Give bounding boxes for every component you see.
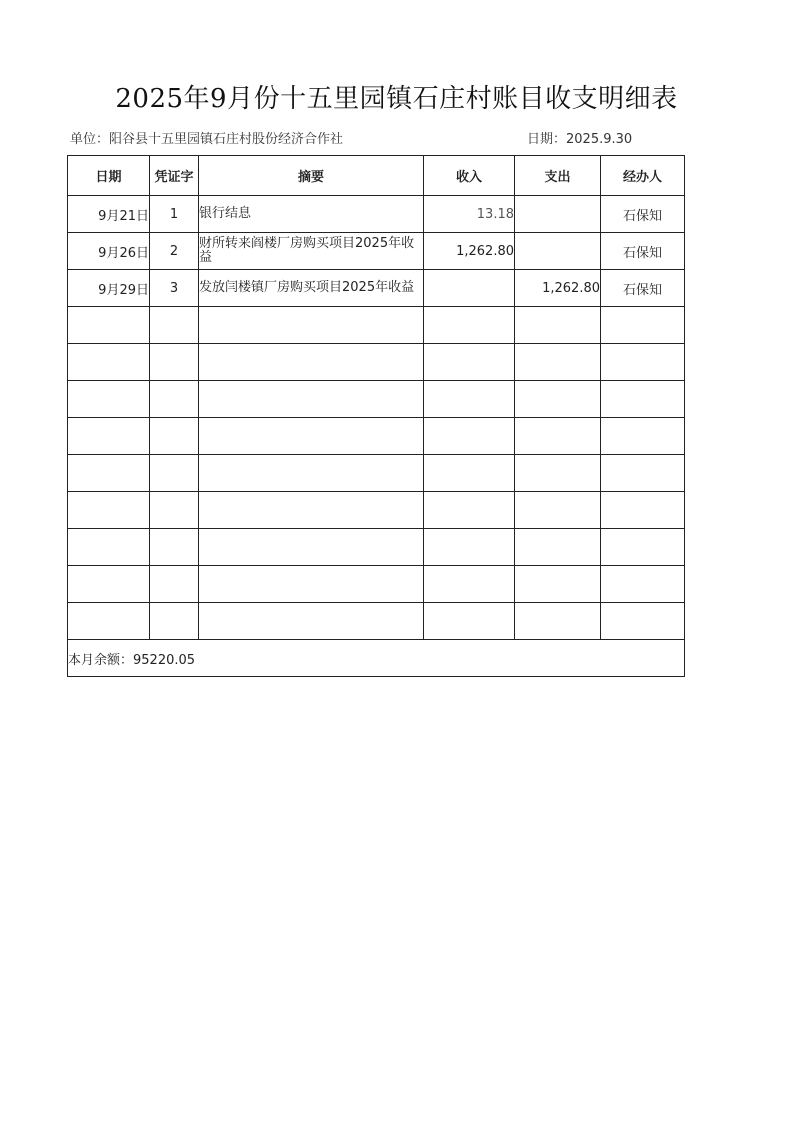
cell-voucher [150,455,199,492]
cell-income [424,344,515,381]
cell-summary: 财所转来阎楼厂房购买项目2025年收益 [199,233,424,270]
cell-expense: 1,262.80 [515,270,601,307]
cell-summary [199,381,424,418]
cell-date: 9月26日 [68,233,150,270]
header-date: 日期 [68,156,150,196]
cell-summary [199,566,424,603]
cell-date [68,529,150,566]
cell-expense [515,307,601,344]
cell-expense [515,344,601,381]
cell-handler [601,566,685,603]
cell-date [68,381,150,418]
table-row [68,307,685,344]
cell-handler: 石保知 [601,270,685,307]
header-summary: 摘要 [199,156,424,196]
cell-summary [199,344,424,381]
cell-voucher [150,603,199,640]
cell-voucher: 1 [150,196,199,233]
cell-expense [515,603,601,640]
cell-voucher [150,381,199,418]
cell-income [424,566,515,603]
page-title: 2025年9月份十五里园镇石庄村账目收支明细表 [115,84,678,114]
cell-expense [515,455,601,492]
table-row [68,381,685,418]
cell-income [424,307,515,344]
cell-expense [515,233,601,270]
cell-income [424,455,515,492]
cell-expense [515,418,601,455]
cell-date [68,455,150,492]
cell-handler [601,492,685,529]
cell-voucher [150,492,199,529]
cell-summary [199,529,424,566]
cell-income [424,492,515,529]
cell-expense [515,529,601,566]
cell-handler [601,455,685,492]
cell-voucher [150,566,199,603]
cell-income [424,270,515,307]
unit-label: 单位：阳谷县十五里园镇石庄村股份经济合作社 [70,132,344,147]
cell-date: 9月21日 [68,196,150,233]
cell-date [68,307,150,344]
table-row [68,344,685,381]
header-handler: 经办人 [601,156,685,196]
cell-income: 13.18 [424,196,515,233]
cell-handler [601,381,685,418]
table-header-row [68,156,685,196]
cell-expense [515,492,601,529]
cell-handler [601,344,685,381]
cell-date [68,603,150,640]
cell-expense [515,196,601,233]
header-voucher: 凭证字 [150,156,199,196]
table-row [68,196,685,233]
cell-handler [601,307,685,344]
ledger-table [67,155,685,677]
cell-summary [199,307,424,344]
cell-voucher: 2 [150,233,199,270]
table-row [68,603,685,640]
cell-handler [601,418,685,455]
cell-income [424,418,515,455]
table-row [68,233,685,270]
cell-summary [199,492,424,529]
header-income: 收入 [424,156,515,196]
table-row [68,492,685,529]
cell-summary: 发放闫楼镇厂房购买项目2025年收益 [199,270,424,307]
cell-expense [515,381,601,418]
cell-summary [199,603,424,640]
cell-date: 9月29日 [68,270,150,307]
cell-date [68,418,150,455]
cell-income [424,603,515,640]
table-row [68,529,685,566]
header-expense: 支出 [515,156,601,196]
cell-income [424,529,515,566]
cell-summary [199,418,424,455]
date-label: 日期：2025.9.30 [527,132,633,147]
table-row [68,418,685,455]
cell-income [424,381,515,418]
table-row [68,455,685,492]
balance-row [68,640,685,677]
cell-summary [199,455,424,492]
cell-date [68,566,150,603]
cell-voucher [150,418,199,455]
cell-date [68,492,150,529]
cell-voucher [150,307,199,344]
cell-voucher [150,344,199,381]
table-row [68,566,685,603]
cell-handler: 石保知 [601,196,685,233]
cell-voucher [150,529,199,566]
cell-income: 1,262.80 [424,233,515,270]
cell-summary: 银行结息 [199,196,424,233]
cell-handler: 石保知 [601,233,685,270]
table-row [68,270,685,307]
cell-expense [515,566,601,603]
cell-handler [601,603,685,640]
cell-voucher: 3 [150,270,199,307]
monthly-balance: 本月余额：95220.05 [68,640,685,677]
cell-handler [601,529,685,566]
cell-date [68,344,150,381]
